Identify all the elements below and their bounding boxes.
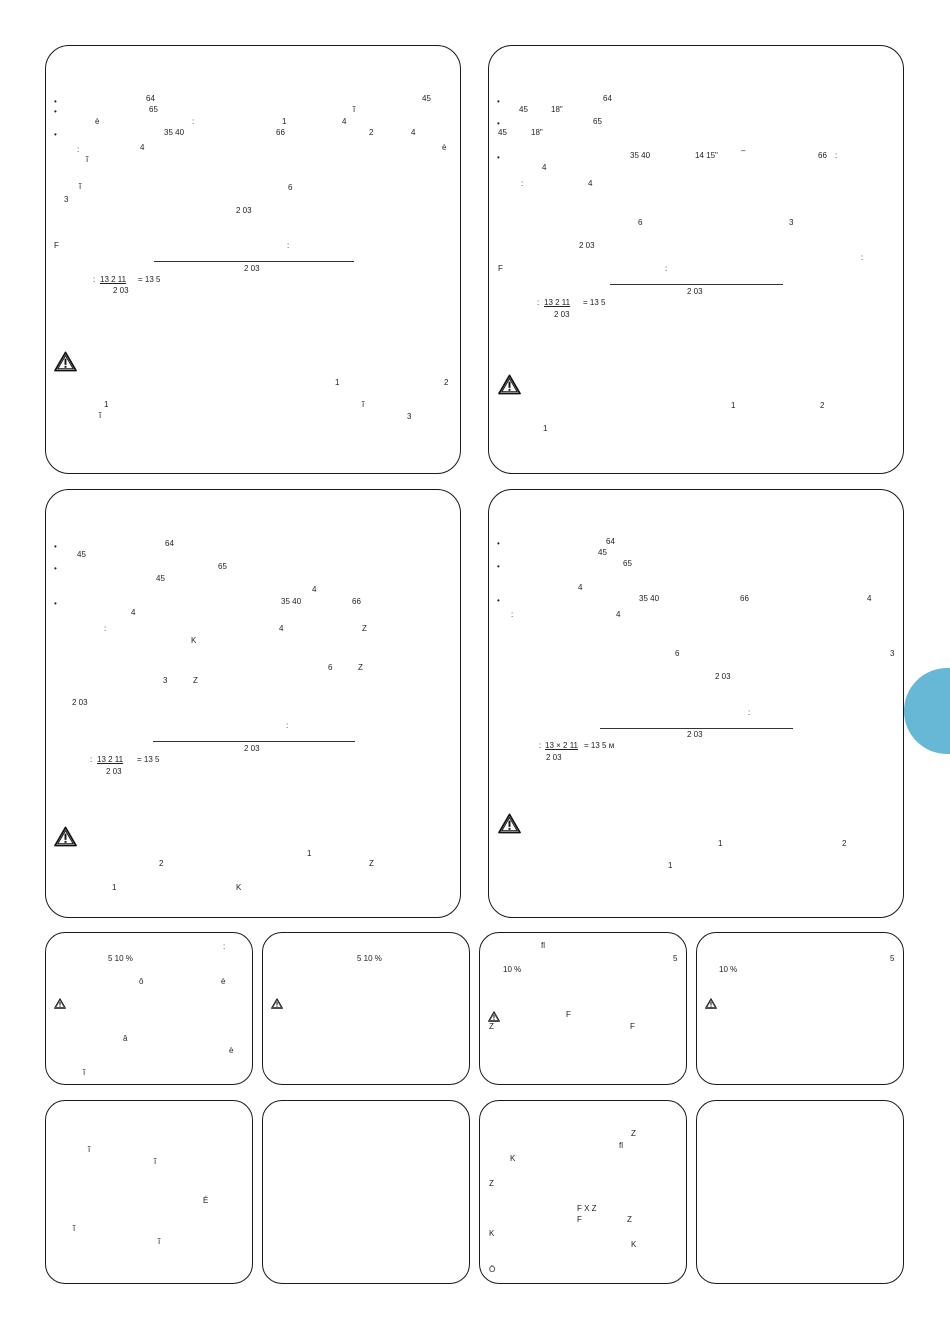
warning-icon: [54, 351, 77, 372]
note-value: 2: [820, 401, 825, 410]
value: F: [577, 1215, 582, 1224]
instruction-panel-d: [488, 489, 904, 918]
formula-prefix: :: [537, 298, 540, 307]
note-value: 2: [159, 859, 164, 868]
value: ô: [139, 977, 144, 986]
bottom-panel-3: [479, 1100, 687, 1284]
note-value: ĩ: [99, 411, 102, 420]
value: 2 03: [579, 241, 595, 250]
value: 6: [288, 183, 293, 192]
note-panel-2: [262, 932, 470, 1085]
note-value: 1: [718, 839, 723, 848]
value: :: [77, 145, 80, 154]
note-value: ĩ: [362, 400, 365, 409]
value: è: [95, 117, 100, 126]
value: K: [631, 1240, 637, 1249]
formula-result: = 13 5: [138, 275, 161, 284]
value: ĩ: [79, 182, 82, 191]
value: 2 03: [687, 730, 703, 739]
value: 14 15": [695, 151, 718, 160]
value: 4: [279, 624, 284, 633]
formula-result: = 13 5 м: [584, 741, 615, 750]
bullet: •: [497, 539, 500, 548]
bullet: •: [497, 97, 500, 106]
value: ĩ: [154, 1157, 157, 1166]
value: 5: [673, 954, 678, 963]
value: 10 %: [719, 965, 738, 974]
note-value: 1: [543, 424, 548, 433]
bullet: •: [54, 564, 57, 573]
value: 4: [616, 610, 621, 619]
value: 64: [146, 94, 155, 103]
value: 35 40: [164, 128, 185, 137]
value: ĩ: [353, 105, 356, 114]
bullet: •: [497, 153, 500, 162]
formula-denominator: 2 03: [546, 753, 562, 762]
value: 4: [411, 128, 416, 137]
value: Z: [362, 624, 367, 633]
value: :: [861, 253, 864, 262]
formula-result: = 13 5: [137, 755, 160, 764]
bullet: •: [54, 542, 57, 551]
value: 2 03: [72, 698, 88, 707]
value: 2 03: [715, 672, 731, 681]
value: É: [203, 1196, 209, 1205]
value: 6: [638, 218, 643, 227]
instruction-panel-c: [45, 489, 461, 918]
value: Z: [489, 1022, 494, 1031]
value: 3: [890, 649, 895, 658]
value: F: [630, 1022, 635, 1031]
value: 2 03: [244, 264, 260, 273]
value: fl: [541, 941, 545, 950]
value: ĩ: [88, 1145, 91, 1154]
value: 4: [542, 163, 547, 172]
value: 4: [342, 117, 347, 126]
formula-denominator: 2 03: [554, 310, 570, 319]
value: F: [498, 264, 503, 273]
value: 4: [578, 583, 583, 592]
note-value: 1: [668, 861, 673, 870]
value: 45: [519, 105, 528, 114]
value: 65: [149, 105, 158, 114]
value: 6: [328, 663, 333, 672]
note-value: 1: [112, 883, 117, 892]
bullet: •: [54, 130, 57, 139]
value: Z: [193, 676, 198, 685]
value: :: [287, 241, 290, 250]
value: 5 10 %: [357, 954, 382, 963]
formula-result: = 13 5: [583, 298, 606, 307]
value: F: [566, 1010, 571, 1019]
fraction-line: [610, 284, 783, 285]
value: 45: [498, 128, 507, 137]
value: 2: [369, 128, 374, 137]
value: Ö: [489, 1265, 496, 1274]
formula-prefix: :: [90, 755, 93, 764]
value: â: [123, 1034, 128, 1043]
value: :: [665, 264, 668, 273]
value: :: [104, 624, 107, 633]
note-value: K: [236, 883, 242, 892]
value: 65: [593, 117, 602, 126]
bottom-panel-4: [696, 1100, 904, 1284]
formula-numerator: 13 2 11: [544, 298, 571, 307]
formula-numerator: 13 2 11: [97, 755, 124, 764]
bullet: •: [497, 596, 500, 605]
value: :: [511, 610, 514, 619]
value: 10 %: [503, 965, 522, 974]
value: :: [521, 179, 524, 188]
fraction-line: [153, 741, 355, 742]
value: 66: [352, 597, 361, 606]
value: –: [741, 146, 746, 155]
value: 64: [606, 537, 615, 546]
value: K: [510, 1154, 516, 1163]
note-value: 1: [307, 849, 312, 858]
value: 4: [140, 143, 145, 152]
value: K: [489, 1229, 495, 1238]
bullet: •: [497, 119, 500, 128]
note-panel-3: [479, 932, 687, 1085]
note-panel-1: [45, 932, 253, 1085]
value: 3: [789, 218, 794, 227]
note-value: Z: [369, 859, 374, 868]
value: 4: [867, 594, 872, 603]
value: 2 03: [236, 206, 252, 215]
value: 2 03: [244, 744, 260, 753]
value: F X Z: [577, 1204, 597, 1213]
note-value: 2: [444, 378, 449, 387]
value: ĩ: [86, 155, 89, 164]
value: ĩ: [83, 1068, 86, 1077]
note-panel-4: [696, 932, 904, 1085]
instruction-panel-b: [488, 45, 904, 474]
value: ĩ: [73, 1224, 76, 1233]
value: 45: [156, 574, 165, 583]
warning-icon: [498, 813, 521, 834]
value: Z: [489, 1179, 494, 1188]
value: Z: [358, 663, 363, 672]
value: 45: [422, 94, 431, 103]
value: è: [229, 1046, 234, 1055]
note-value: 1: [335, 378, 340, 387]
formula-denominator: 2 03: [106, 767, 122, 776]
value: 64: [165, 539, 174, 548]
bottom-panel-1: [45, 1100, 253, 1284]
value: 5: [890, 954, 895, 963]
fraction-line: [600, 728, 793, 729]
bullet: •: [54, 599, 57, 608]
value: 35 40: [281, 597, 302, 606]
warning-icon: [54, 998, 66, 1009]
instruction-panel-a: [45, 45, 461, 474]
value: 66: [818, 151, 827, 160]
value: 18": [551, 105, 563, 114]
note-value: 3: [407, 412, 412, 421]
value: 5 10 %: [108, 954, 133, 963]
value: 45: [77, 550, 86, 559]
value: 65: [623, 559, 632, 568]
formula-denominator: 2 03: [113, 286, 129, 295]
value: 35 40: [639, 594, 660, 603]
formula-prefix: :: [93, 275, 96, 284]
value: 45: [598, 548, 607, 557]
value: 3: [163, 676, 168, 685]
value: K: [191, 636, 197, 645]
value: 65: [218, 562, 227, 571]
value: :: [192, 117, 195, 126]
value: 3: [64, 195, 69, 204]
value: 4: [131, 608, 136, 617]
value: 2 03: [687, 287, 703, 296]
section-tab: [904, 668, 950, 754]
value: F: [54, 241, 59, 250]
value: 66: [276, 128, 285, 137]
value: è: [442, 143, 447, 152]
value: 1: [282, 117, 287, 126]
warning-icon: [498, 374, 521, 395]
bullet: •: [497, 562, 500, 571]
bullet: •: [54, 97, 57, 106]
value: 6: [675, 649, 680, 658]
value: :: [223, 942, 226, 951]
note-value: 1: [104, 400, 109, 409]
note-value: 2: [842, 839, 847, 848]
value: 64: [603, 94, 612, 103]
value: 18": [531, 128, 543, 137]
warning-icon: [488, 1011, 500, 1022]
value: Z: [631, 1129, 636, 1138]
value: 35 40: [630, 151, 651, 160]
value: Z: [627, 1215, 632, 1224]
value: è: [221, 977, 226, 986]
value: 4: [312, 585, 317, 594]
warning-icon: [54, 826, 77, 847]
formula-numerator: 13 × 2 11: [545, 741, 578, 750]
value: :: [748, 708, 751, 717]
warning-icon: [705, 998, 717, 1009]
value: ĩ: [158, 1237, 161, 1246]
note-value: 1: [731, 401, 736, 410]
value: fl: [619, 1141, 623, 1150]
value: 66: [740, 594, 749, 603]
value: :: [286, 721, 289, 730]
value: 4: [588, 179, 593, 188]
fraction-line: [154, 261, 354, 262]
value: :: [835, 151, 838, 160]
bullet: •: [54, 107, 57, 116]
bottom-panel-2: [262, 1100, 470, 1284]
formula-numerator: 13 2 11: [100, 275, 127, 284]
formula-prefix: :: [539, 741, 542, 750]
warning-icon: [271, 998, 283, 1009]
